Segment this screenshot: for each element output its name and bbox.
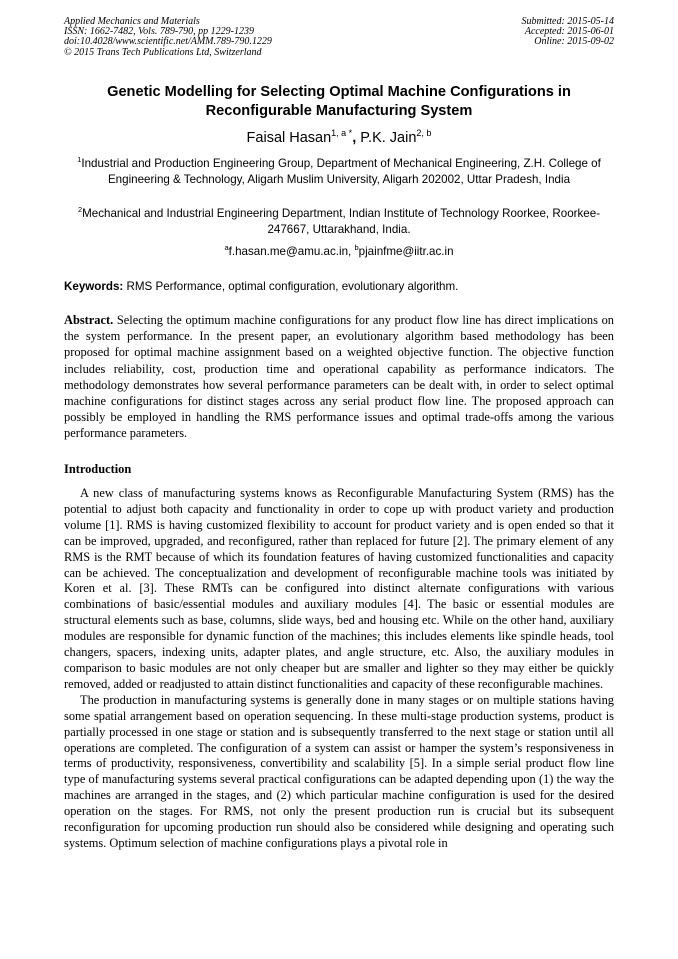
section-heading: Introduction (64, 462, 132, 476)
accepted-date: Accepted: 2015-06-01 (524, 26, 614, 38)
keywords (64, 279, 624, 294)
title-line-2: Reconfigurable Manufacturing System (205, 103, 473, 119)
affiliation-1 (64, 156, 614, 187)
title-line-1: Genetic Modelling for Selecting Optimal Machine Configurations in (107, 84, 571, 100)
online-date: Online: 2015-09-02 (534, 36, 614, 48)
journal-name: Applied Mechanics and Materials (64, 16, 200, 27)
paragraph: The production in manufacturing systems is generally done in many stages or on multiple stations having some spatial arrangement based on operation sequencing. In these multi-stage production systems, product is partially processed in one stage or station and is subsequently transferred to the next stage or station until all operations are completed. The configuration of a system can assist or hamper the system’s responsiveness in terms of productivity, responsiveness, convertibility and scalability [5]. In a simple serial product flow line type of manufacturing systems several practical configurations can be adapted depending upon (1) the way the machines are arranged in the stages, and (2) which particular machine configuration is used for the desired operation on the stages. For RMS, not only the present production run is crucial but its subsequent reconfiguration for upcoming production run should also be considered while designing and operating such systems. Optimum selection of machine configurations plays a pivotal role in (64, 692, 614, 850)
email-mark: b (354, 243, 359, 252)
affiliation-mark: 2 (77, 205, 83, 214)
doi-line: doi:10.4028/www.scientific.net/AMM.789-790.1229 (64, 36, 272, 48)
affiliation-mark: 1 (77, 155, 82, 164)
author-name: Faisal Hasan (246, 130, 332, 146)
abstract-text: Selecting the optimum machine configurations for any product flow line has direct implications on the system performance. In the present paper, an evolutionary algorithm based methodology has been proposed for optimal machine assignment based on a weighted objective function. The objective function includes reliability, cost, production time and operational capability as performance indicators. The methodology demonstrates how several performance parameters can be dealt with, in order to select optimal machine configurations for distinct stages across any serial product flow line. The proposed approach can possibly be employed in handling the RMS performance issues and optimal trade-offs among the various performance parameters. (64, 313, 614, 441)
author-name: P.K. Jain (360, 130, 417, 146)
affiliation-2 (64, 206, 614, 237)
copyright-line: © 2015 Trans Tech Publications Ltd, Switzerland (64, 46, 262, 58)
author-list (0, 128, 678, 148)
author-separator: , (352, 130, 361, 146)
keywords-text: RMS Performance, optimal configuration, evolutionary algorithm. (123, 280, 459, 293)
paragraph: A new class of manufacturing systems knows as Reconfigurable Manufacturing System (RMS) has the potential to adjust both capacity and functionality in order to cope up with product variety and production volume [1]. RMS is having customized flexibility to account for product variety and is open ended so that it can be improved, upgraded, and reconfigured, rather than replaced for future [2]. The primary element of any RMS is the RMT because of which its foundation features of having customized functionalities and capacity can be achieved. The conceptualization and development of reconfigurable machine tools was initiated by Koren et al. [3]. These RMTs can be configured into distinct alternate configurations with various combinations of basic/essential modules and auxiliary modules [4]. The basic or essential modules are structural elements such as base, columns, slide ways, bed and housing etc. While on the other hand, auxiliary modules are responsible for dynamic function of the machines; this includes elements like spindle heads, tool changers, spacers, indexing units, adapter plates, and angle structure, etc. Also, the auxiliary modules in comparison to basic modules are not only cheaper but are smaller and lighter so they may either be quickly removed, added or readjusted to attain distinct functionalities and capacity of these reconfigurable machines. (64, 486, 614, 691)
author-superscript: 2, b (416, 128, 432, 138)
email-mark: a (224, 243, 229, 252)
email-address: f.hasan.me@amu.ac.in, (228, 245, 355, 258)
submitted-date: Submitted: 2015-05-14 (521, 16, 614, 27)
submission-dates (522, 17, 615, 48)
paper-title (60, 83, 618, 121)
author-emails (0, 244, 678, 259)
issn-line: ISSN: 1662-7482, Vols. 789-790, pp 1229-1239 (64, 26, 254, 38)
journal-info (64, 17, 272, 58)
email-address: pjainfme@iitr.ac.in (358, 245, 454, 258)
affiliation-text: Mechanical and Industrial Engineering Department, Indian Institute of Technology Roorkee, Roorkee-247667, Uttarakhand, India. (82, 207, 601, 236)
author-superscript: 1, a * (331, 128, 353, 138)
abstract (64, 312, 614, 442)
abstract-label: Abstract. (64, 313, 114, 327)
keywords-label: Keywords: (64, 280, 124, 293)
introduction-body (64, 486, 614, 852)
affiliation-text: Industrial and Production Engineering Group, Department of Mechanical Engineering, Z.H. College of Engineering & Technology, Aligarh Muslim University, Aligarh 202002, Uttar Pradesh, India (81, 157, 601, 186)
